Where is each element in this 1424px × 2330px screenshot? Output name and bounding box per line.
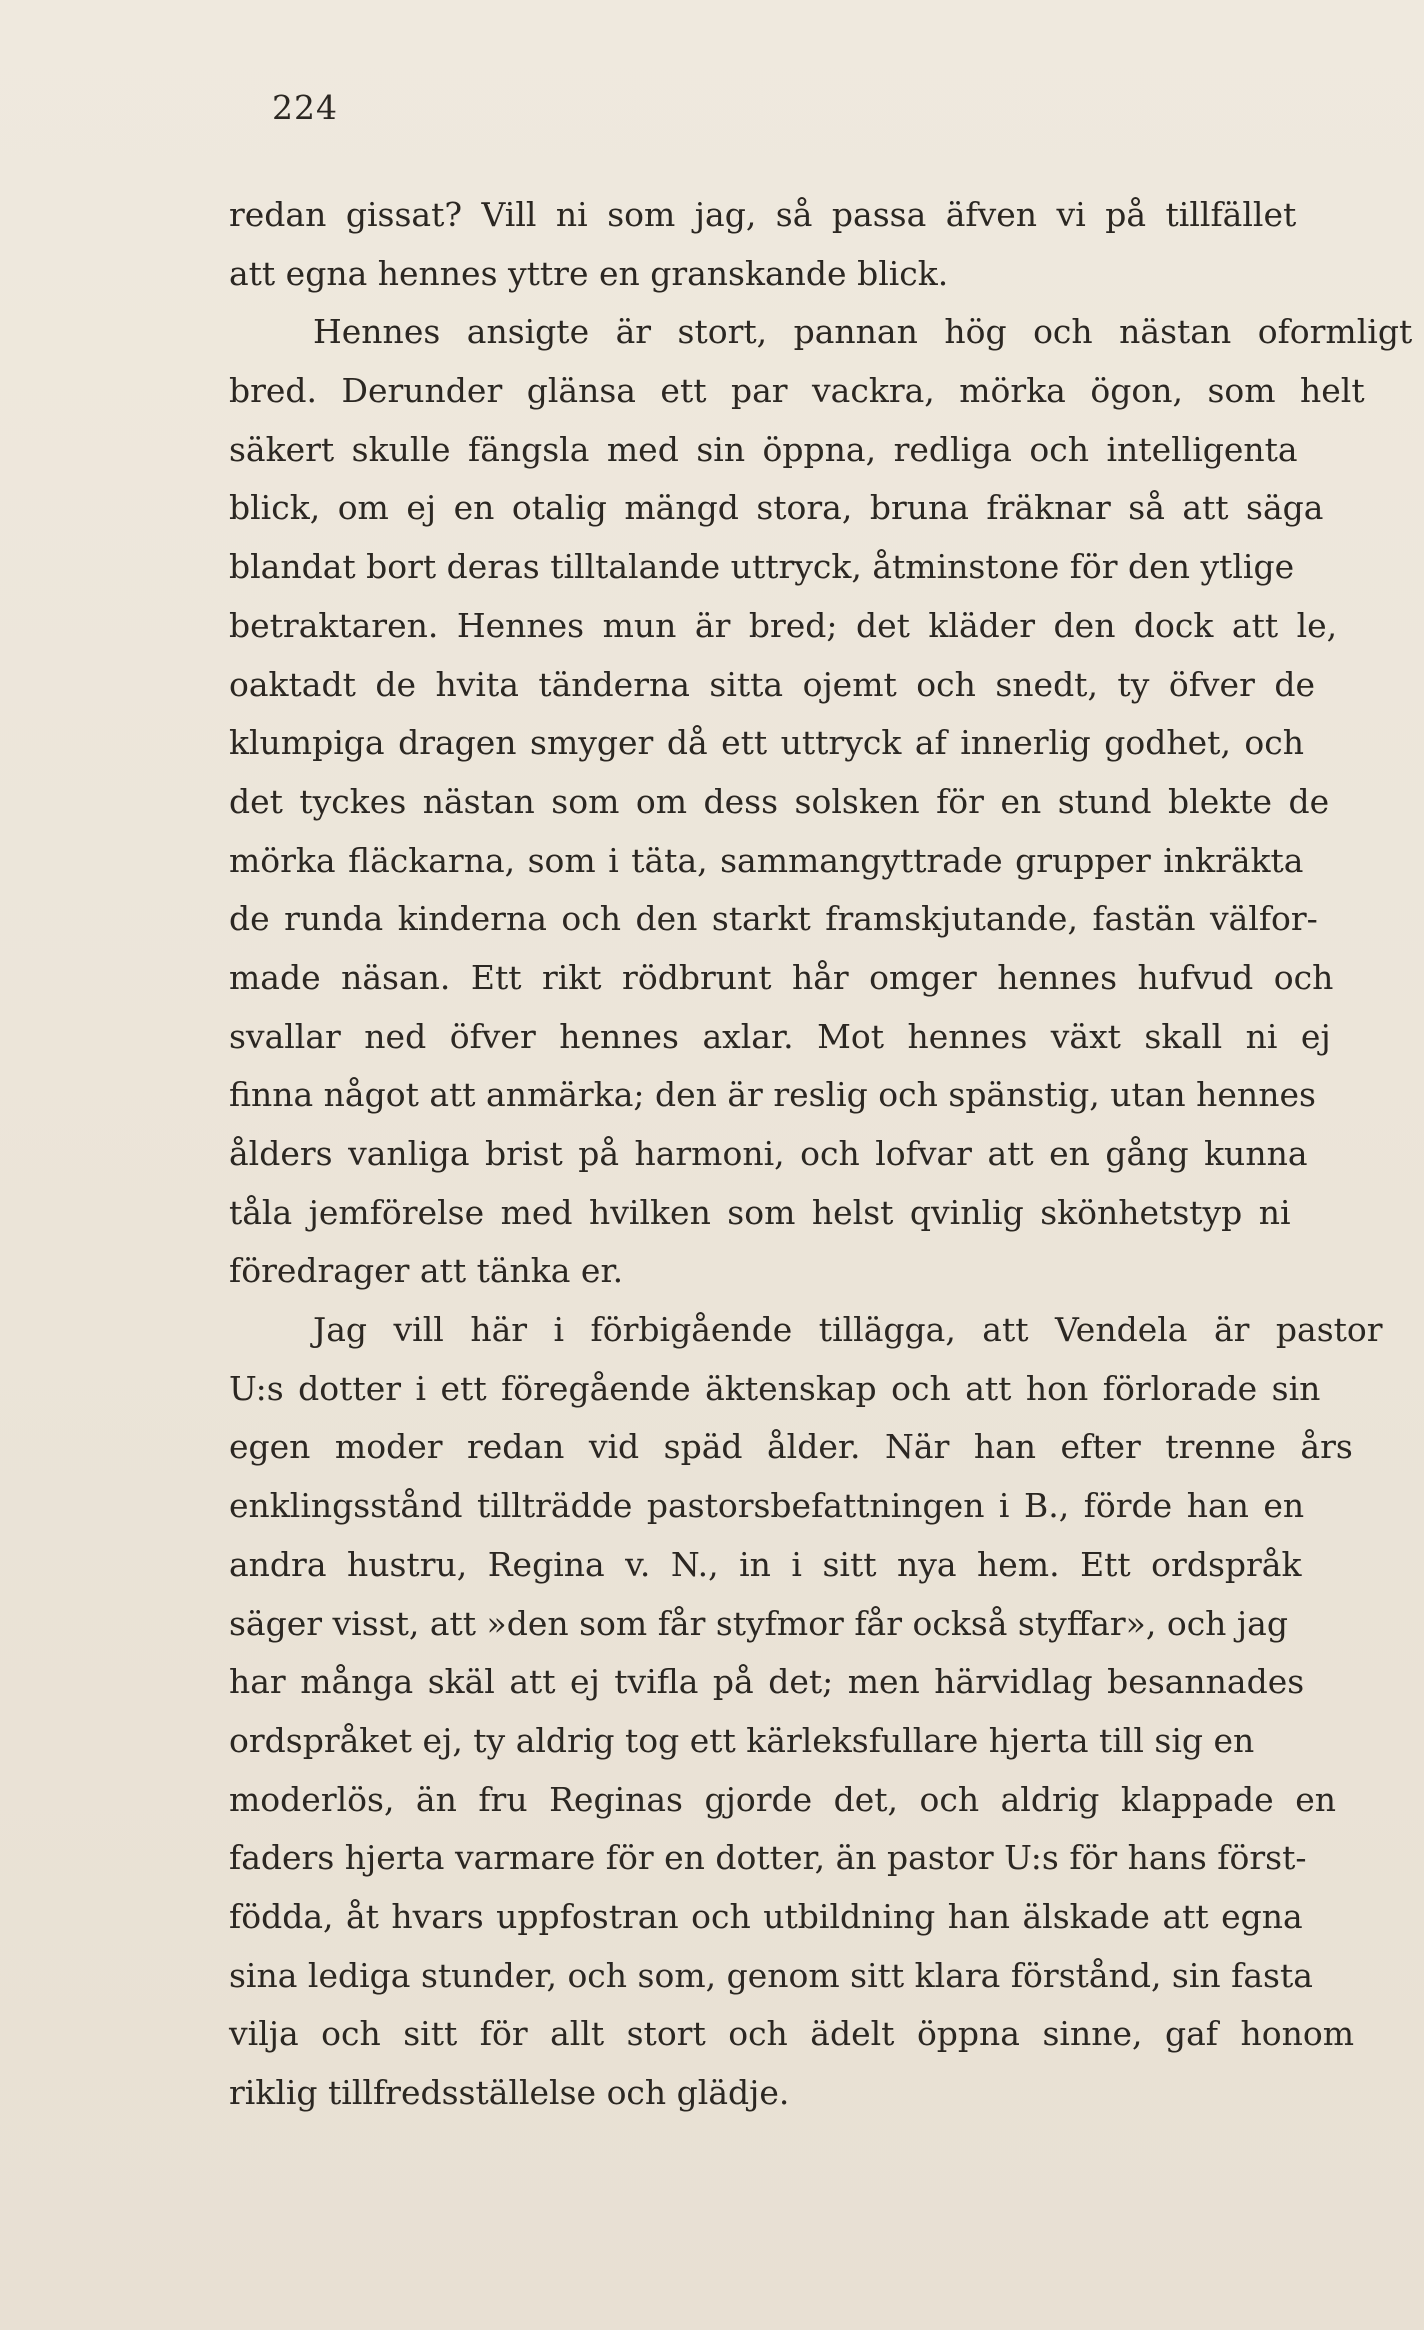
text-line: andra hustru, Regina v. N., in i sitt nya hem. Ett ordspråk: [229, 1544, 1302, 1584]
text-line: redan gissat? Vill ni som jag, så passa äfven vi på tillfället: [229, 195, 1297, 234]
text-line: säkert skulle fängsla med sin öppna, redliga och intelligenta: [229, 429, 1298, 469]
text-line: blandat bort deras tilltalande uttryck, åtminstone för den ytlige: [229, 547, 1295, 587]
page-number: 224: [272, 88, 338, 127]
text-line: riklig tillfredsställelse och glädje.: [229, 2073, 790, 2112]
text-line: faders hjerta varmare för en dotter, än pastor U:s för hans först-: [229, 1838, 1307, 1878]
text-line: Hennes ansigte är stort, pannan hög och nästan oformligt: [313, 312, 1413, 352]
text-line: sina lediga stunder, och som, genom sitt klara förstånd, sin fasta: [229, 1955, 1313, 1995]
text-line: ålders vanliga brist på harmoni, och lofvar att en gång kunna: [229, 1134, 1308, 1173]
text-line: de runda kinderna och den starkt framskjutande, fastän välfor-: [229, 899, 1318, 939]
text-line: blick, om ej en otalig mängd stora, bruna fräknar så att säga: [229, 488, 1324, 528]
text-line: finna något att anmärka; den är reslig och spänstig, utan hennes: [229, 1075, 1316, 1115]
text-line: enklingsstånd tillträdde pastorsbefattningen i B., förde han en: [229, 1486, 1305, 1526]
text-line: det tyckes nästan som om dess solsken för en stund blekte de: [229, 781, 1330, 821]
text-line: tåla jemförelse med hvilken som helst qvinlig skönhetstyp ni: [229, 1192, 1291, 1232]
text-line: mörka fläckarna, som i täta, sammangyttrade grupper inkräkta: [229, 840, 1304, 880]
text-line: födda, åt hvars uppfostran och utbildning han älskade att egna: [229, 1896, 1303, 1936]
text-line: U:s dotter i ett föregående äktenskap och att hon förlorade sin: [229, 1368, 1321, 1408]
text-line: vilja och sitt för allt stort och ädelt öppna sinne, gaf honom: [229, 2014, 1355, 2054]
text-line: made näsan. Ett rikt rödbrunt hår omger hennes hufvud och: [229, 957, 1334, 997]
text-line: egen moder redan vid späd ålder. När han efter trenne års: [229, 1427, 1353, 1467]
text-line: moderlös, än fru Reginas gjorde det, och aldrig klappade en: [229, 1779, 1336, 1819]
text-line: säger visst, att »den som får styfmor får också styffar», och jag: [229, 1603, 1288, 1643]
text-line: har många skäl att ej tvifla på det; men härvidlag besannades: [229, 1662, 1305, 1702]
body-text: [229, 186, 1413, 2123]
text-line: klumpiga dragen smyger då ett uttryck af innerlig godhet, och: [229, 723, 1305, 763]
text-line: ordspråket ej, ty aldrig tog ett kärleksfullare hjerta till sig en: [229, 1720, 1255, 1760]
text-line: att egna hennes yttre en granskande blick.: [229, 253, 949, 293]
text-line: bred. Derunder glänsa ett par vackra, mörka ögon, som helt: [229, 371, 1365, 411]
text-line: Jag vill här i förbigående tillägga, att Vendela är pastor: [313, 1310, 1383, 1350]
text-line: oaktadt de hvita tänderna sitta ojemt och snedt, ty öfver de: [229, 664, 1315, 704]
text-line: betraktaren. Hennes mun är bred; det kläder den dock att le,: [229, 605, 1338, 645]
text-line: svallar ned öfver hennes axlar. Mot hennes växt skall ni ej: [229, 1016, 1331, 1056]
text-line: föredrager att tänka er.: [229, 1251, 624, 1291]
